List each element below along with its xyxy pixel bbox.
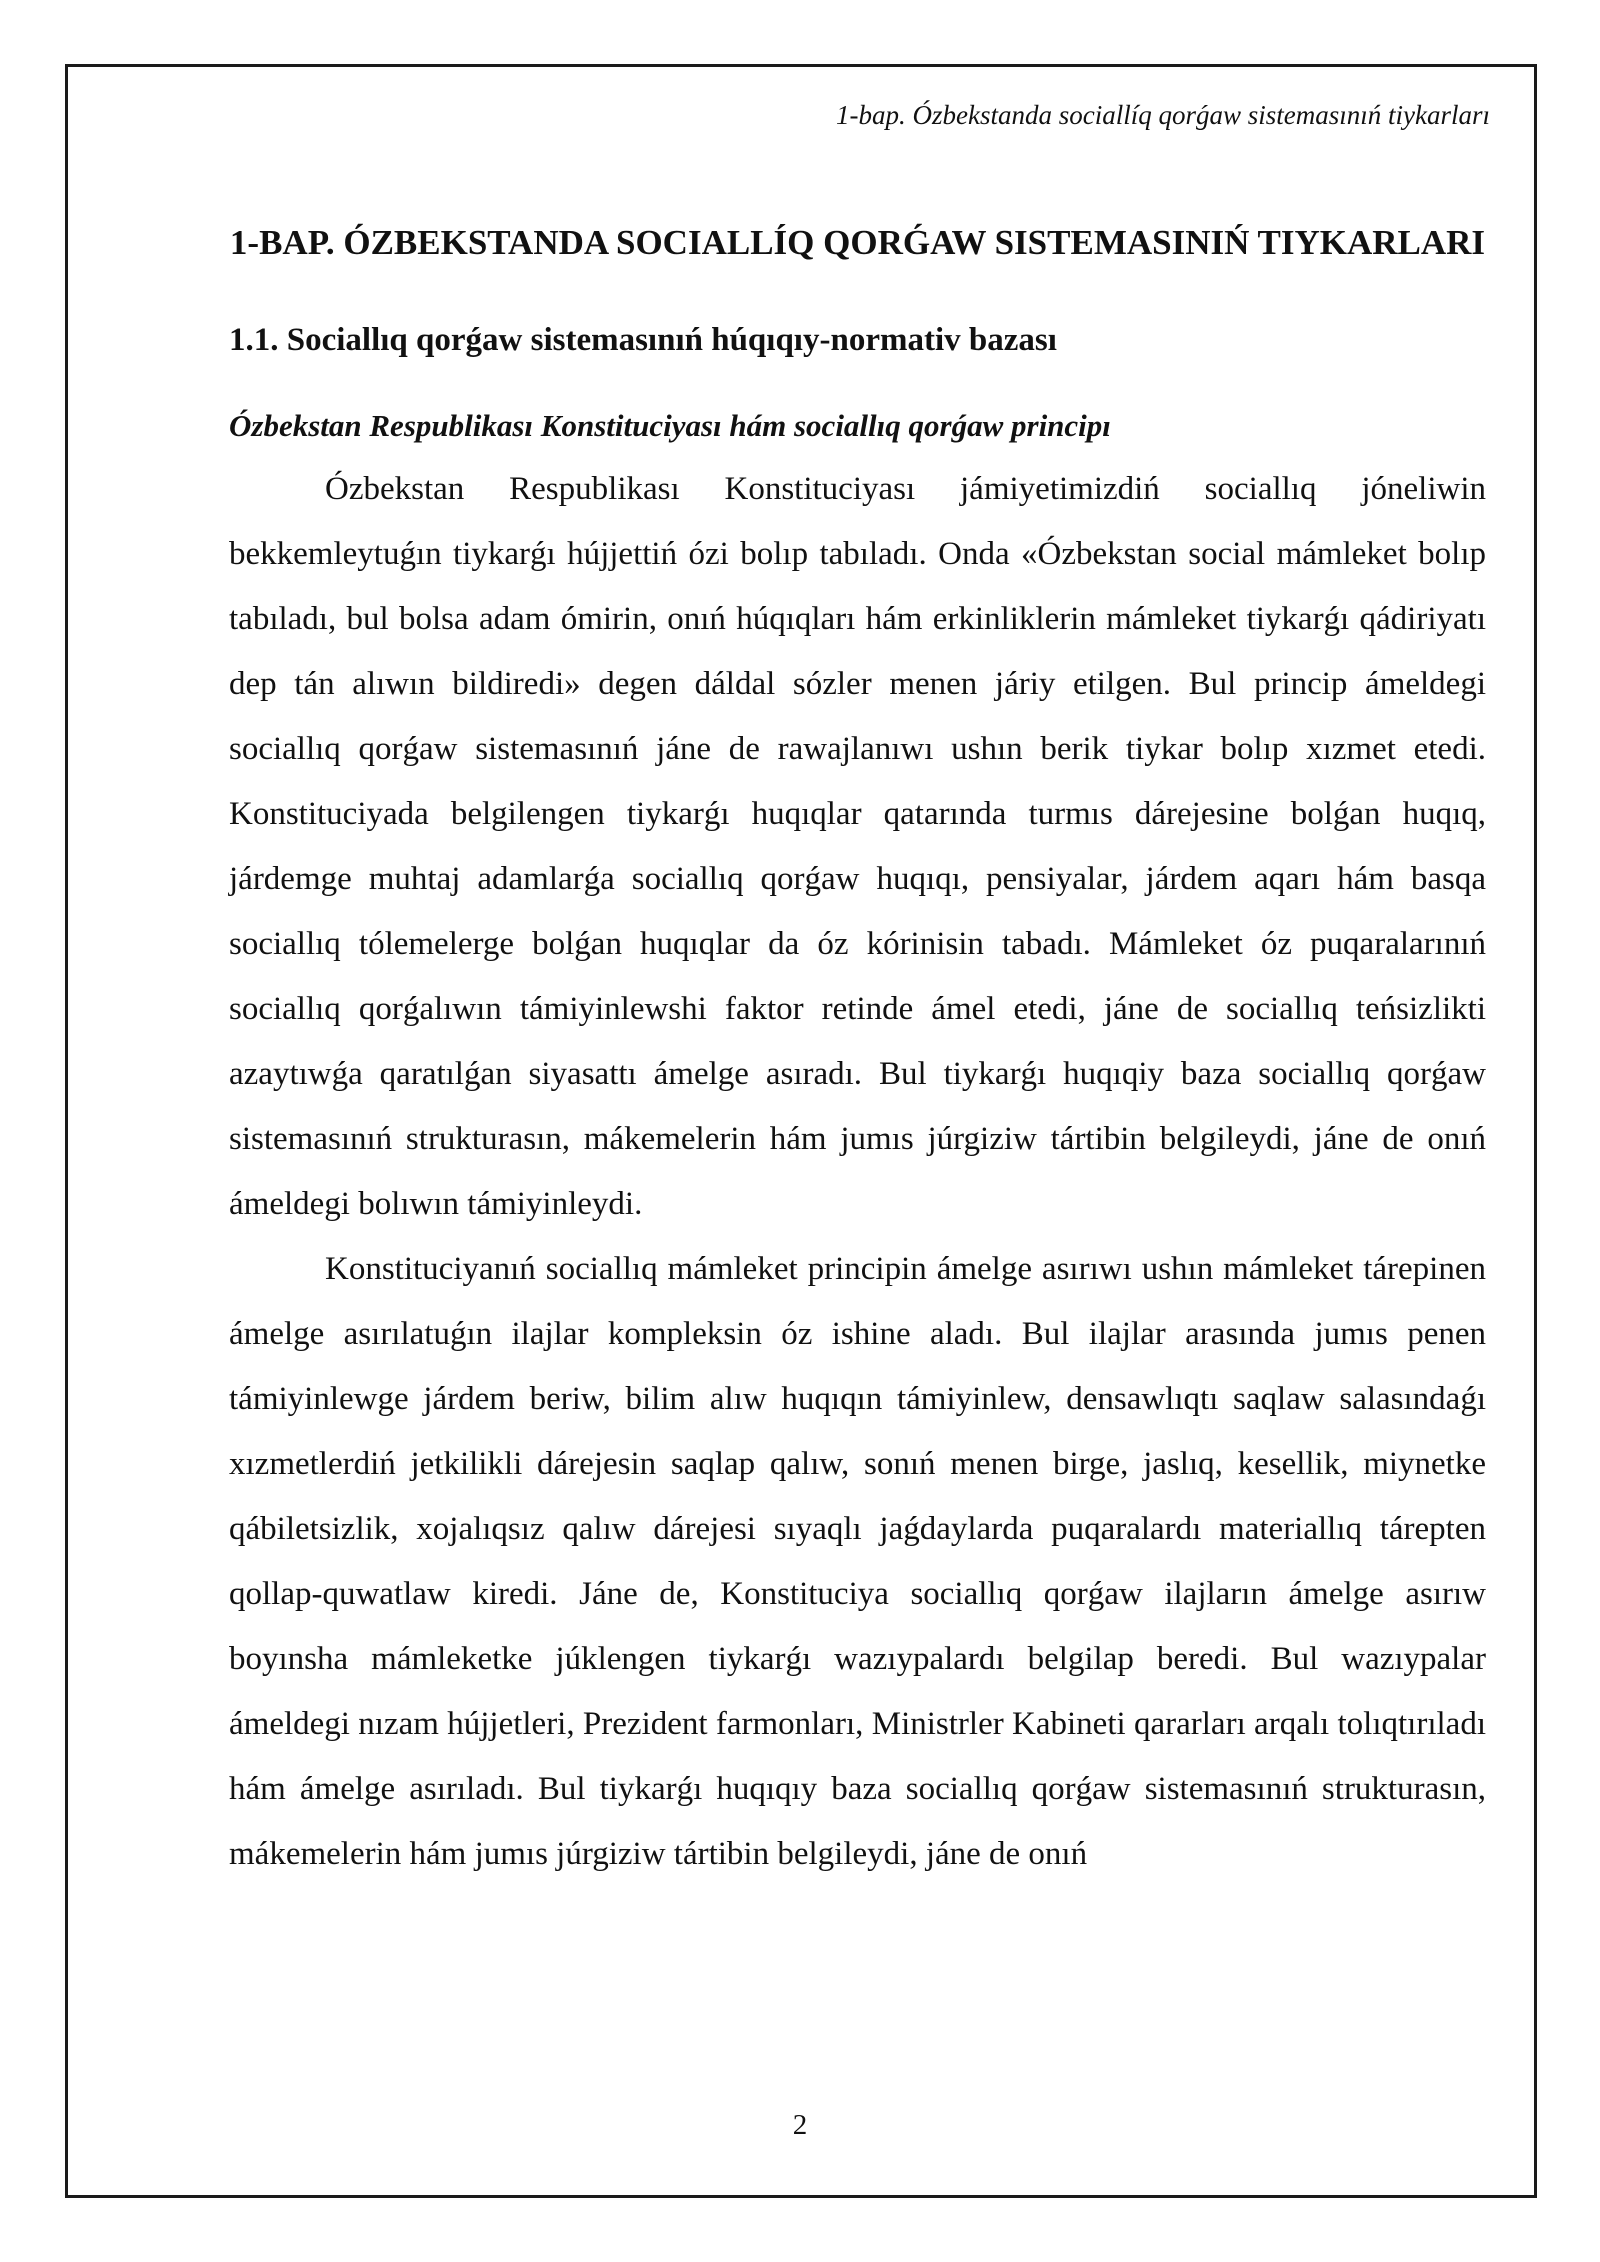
chapter-title: 1-BAP. ÓZBEKSTANDA SOCIALLÍQ QORǴAW SISTEMASINIŃ TIYKARLARI xyxy=(229,223,1486,262)
section-title: 1.1. Sociallıq qorǵaw sistemasınıń húqıqıy-normativ bazası xyxy=(229,322,1057,358)
body-paragraph: Ózbekstan Respublikası Konstituciyası jámiyetimizdiń sociallıq jóneliwin bekkemleytuǵın tiykarǵı hújjettiń ózi bolıp tabıladı. Onda «Ózbekstan social mámleket bolıp tabıladı, bul bolsa adam ómirin, onıń húqıqları hám erkinliklerin mámleket tiykarǵı qádiriyatı dep tán alıwın bildiredi» degen dáldal sózler menen járiy etilgen. Bul princip ámeldegi sociallıq qorǵaw sistemasınıń jáne de rawajlanıwı ushın berik tiykar bolıp xızmet etedi. Konstituciyada belgilengen tiykarǵı huqıqlar qatarında turmıs dárejesine bolǵan huqıq, járdemge muhtaj adamlarǵa sociallıq qorǵaw huqıqı, pensiyalar, járdem aqarı hám basqa sociallıq tólemelerge bolǵan huqıqlar da óz kórinisin tabadı. Mámleket óz puqaralarınıń sociallıq qorǵalıwın támiyinlewshi faktor retinde ámel etedi, jáne de sociallıq teńsizlikti azaytıwǵa qaratılǵan siyasattı ámelge asıradı. Bul tiykarǵı huqıqiy baza sociallıq qorǵaw sistemasınıń strukturasın, mákemelerin hám jumıs júrgiziw tártibin belgileydi, jáne de onıń ámeldegi bolıwın támiyinleydi. xyxy=(229,471,1486,1222)
body-paragraph: Konstituciyanıń sociallıq mámleket principin ámelge asırıwı ushın mámleket tárepinen ámelge asırılatuǵın ilajlar kompleksin óz ishine aladı. Bul ilajlar arasında jumıs penen támiyinlewge járdem beriw, bilim alıw huqıqın támiyinlew, densawlıqtı saqlaw salasındaǵı xızmetlerdiń jetkilikli dárejesin saqlap qalıw, sonıń menen birge, jaslıq, kesellik, miynetke qábiletsizlik, xojalıqsız qalıw dárejesi sıyaqlı jaǵdaylarda puqaralardı materiallıq tárepten qollap-quwatlaw kiredi. Jáne de, Konstituciya sociallıq qorǵaw ilajların ámelge asırıw boyınsha mámleketke júklengen tiykarǵı wazıypalardı belgilap beredi. Bul wazıypalar ámeldegi nızam hújjetleri, Prezident farmonları, Ministrler Kabineti qararları arqalı tolıqtırıladı hám ámelge asırıladı. Bul tiykarǵı huqıqıy baza sociallıq qorǵaw sistemasınıń strukturasın, mákemelerin hám jumıs júrgiziw tártibin belgileydi, jáne de onıń xyxy=(229,1251,1486,1872)
page-number: 2 xyxy=(792,2109,808,2141)
page-content xyxy=(229,210,1486,1887)
subsection-title: Ózbekstan Respublikası Konstituciyası hám sociallıq qorǵaw principı xyxy=(229,408,1111,443)
running-header: 1-bap. Ózbekstanda sociallíq qorǵaw sistemasınıń tiykarları xyxy=(836,100,1490,130)
